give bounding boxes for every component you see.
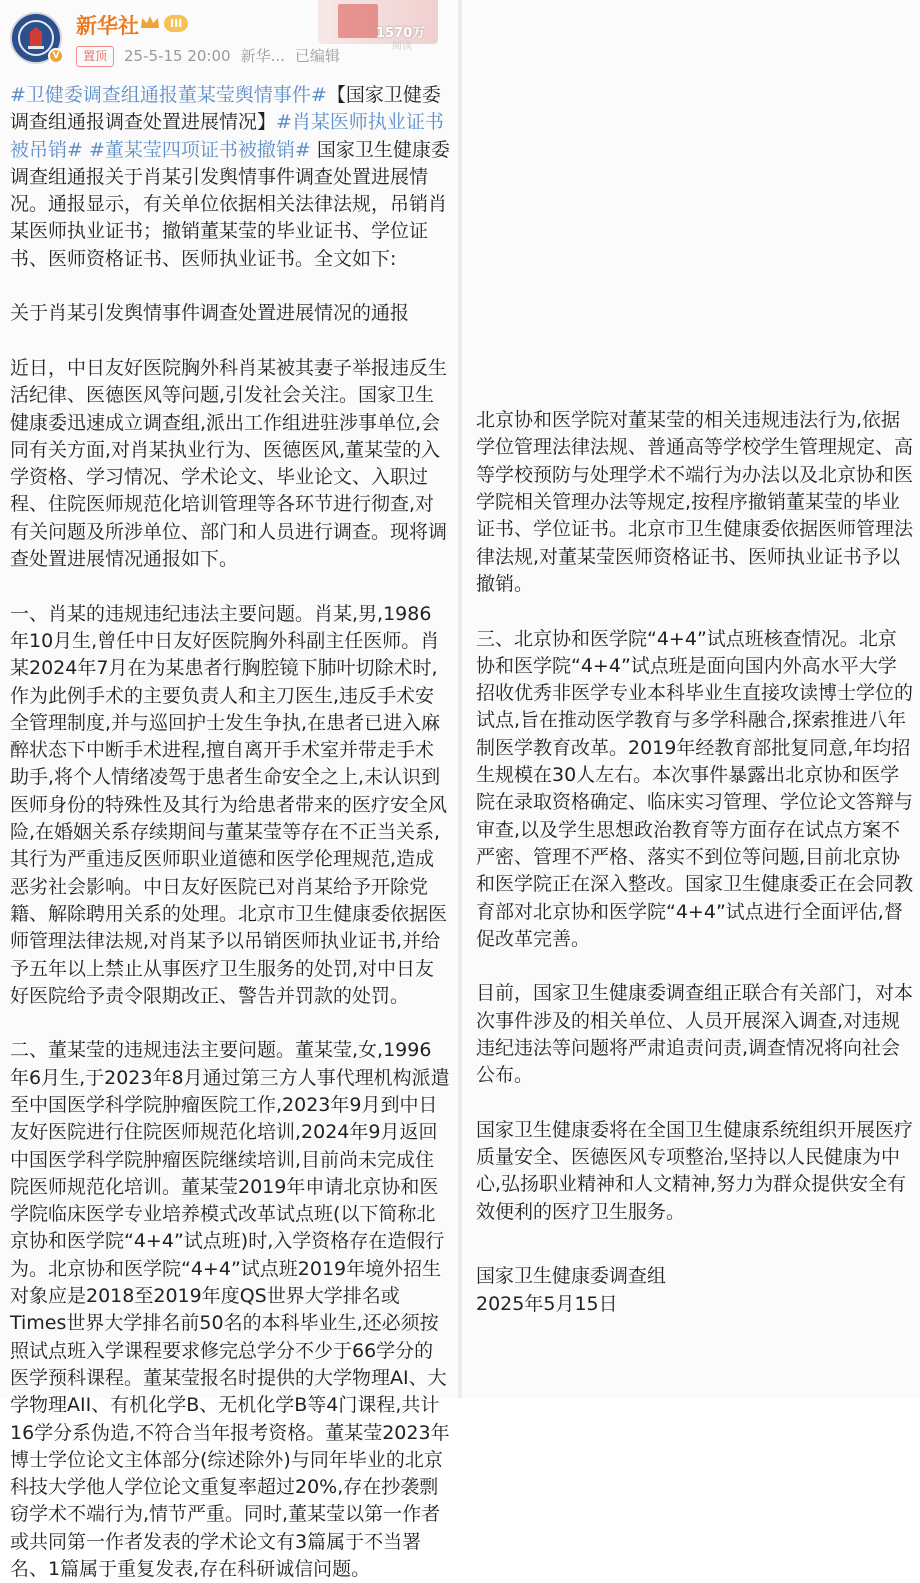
- article-paragraph-7: 国家卫生健康委将在全国卫生健康系统组织开展医疗质量安全、医德医风专项整治,坚持以人民健康为中心,弘扬职业精神和人文精神,努力为群众提供安全有效便利的医疗卫生服务。: [476, 1118, 914, 1223]
- verified-icon: V: [48, 48, 64, 64]
- right-body-text: [476, 25, 914, 1226]
- hashtag-link[interactable]: #卫健委调查组通报董某莹舆情事件#: [10, 84, 327, 106]
- article-paragraph-4: 北京协和医学院对董某莹的相关违规违法行为,依据学位管理法律法规、普通高等学校学生管理规定、高等学校预防与处理学术不端行为办法以及北京协和医学院相关管理办法等规定,按程序撤销董某莹的毕业证书、学位证书。北京市卫生健康委依据医师管理法律法规,对董某莹医师资格证书、医师执业证书予以撤销。: [476, 409, 914, 595]
- intro-summary: 国家卫生健康委调查组通报关于肖某引发舆情事件调查处置进展情况。通报显示，有关单位依据相关法律法规，吊销肖某医师执业证书；撤销董某莹的毕业证书、学位证书、医师资格证书、医师执业证书。全文如下:: [10, 138, 450, 270]
- post-meta: [76, 45, 350, 67]
- article-paragraph-2: 一、肖某的违规违纪违法主要问题。肖某,男,1986年10月生,曾任中日友好医院胸外科副主任医师。肖某2024年7月在为某患者行胸腔镜下肺叶切除术时,作为此例手术的主要负责人和主刀医生,违反手术安全管理制度,并与巡回护士发生争执,在患者已进入麻醉状态下中断手术进程,擅自离开手术室并带走手术助手,将个人情绪凌驾于患者生命安全之上,未认识到医师身份的特殊性及其行为给患者带来的医疗安全风险,在婚姻关系存续期间与董某莹等存在不正当关系,其行为严重违反医师职业道德和医学伦理规范,造成恶劣社会影响。中日友好医院已对肖某给予开除党籍、解除聘用关系的处理。北京市卫生健康委依据医师管理法律法规,对肖某予以吊销医师执业证书,并给予五年以上禁止从事医疗卫生服务的处罚,对中日友好医院给予责令限期改正、警告并罚款的处罚。: [10, 602, 448, 1007]
- views-count: 1570万: [376, 26, 426, 41]
- views-label: 阅读: [392, 41, 412, 52]
- hashtag-link[interactable]: #肖某医师执业证书被吊销#: [10, 111, 444, 161]
- author-name[interactable]: 新华社: [76, 14, 139, 38]
- article-title: 关于肖某引发舆情事件调查处置进展情况的通报: [10, 302, 410, 325]
- crown-icon: [140, 14, 160, 30]
- left-body-text: [10, 82, 450, 1583]
- edited-label: 已编辑: [294, 47, 340, 65]
- pinned-badge: 置顶: [76, 46, 114, 67]
- article-paragraph-1: 近日，中日友好医院胸外科肖某被其妻子举报违反生活纪律、医德医风等问题,引发社会关注。国家卫生健康委迅速成立调查组,派出工作组进驻涉事单位,会同有关方面,对肖某执业行为、医德医风,董某莹的入学资格、学习情况、学术论文、毕业论文、入职过程、住院医师规范化培训管理等各环节进行彻查,对有关问题及所涉单位、部门和人员进行调查。现将调查处置进展情况通报如下。: [10, 356, 448, 571]
- intro-paragraph: [10, 82, 450, 273]
- article-paragraph-6: 目前，国家卫生健康委调查组正联合有关部门，对本次事件涉及的相关单位、人员开展深入调查,对违规违纪违法等问题将严肃追责问责,调查情况将向社会公布。: [476, 982, 914, 1087]
- post-header: [0, 0, 458, 78]
- post-source[interactable]: 新华...: [240, 47, 285, 65]
- signature-org: 国家卫生健康委调查组: [476, 1265, 667, 1287]
- hashtag-link[interactable]: #董某莹四项证书被撤销#: [88, 138, 311, 161]
- post-datetime: 25-5-15 20:00: [124, 47, 231, 65]
- flag-graphic: [338, 4, 378, 38]
- level-badge: III: [164, 15, 188, 32]
- article-paragraph-5: 三、北京协和医学院“4+4”试点班核查情况。北京协和医学院“4+4”试点班是面向国内外高水平大学招收优秀非医学专业本科毕业生直接攻读博士学位的试点,旨在推动医学教育与多学科融合,探索推进八年制医学教育改革。2019年经教育部批复同意,年均招生规模在30人左右。本次事件暴露出北京协和医学院在录取资格确定、临床实习管理、学位论文答辩与审查,以及学生思想政治教育等方面存在试点方案不严密、管理不严格、落实不到位等问题,目前北京协和医学院正在深入整改。国家卫生健康委正在会同教育部对北京协和医学院“4+4”试点进行全面评估,督促改革完善。: [476, 627, 914, 950]
- article-signature: [476, 1263, 906, 1318]
- article-paragraph-3: 二、董某莹的违规违法主要问题。董某莹,女,1996年6月生,于2023年8月通过第三方人事代理机构派遣至中国医学科学院肿瘤医院工作,2023年9月到中日友好医院进行住院医师规范化培训,2024年9月返回中国医学科学院肿瘤医院继续培训,目前尚未完成住院医师规范化培训。董某莹2019年申请北京协和医学院临床医学专业培养模式改革试点班(以下简称北京协和医学院“4+4”试点班)时,入学资格存在造假行为。北京协和医学院“4+4”试点班2019年境外招生对象应是2018至2019年度QS世界大学排名或Times世界大学排名前50名的本科毕业生,还必须按照试点班入学课程要求修完总学分不少于66学分的医学预科课程。董某莹报名时提供的大学物理AI、大学物理AII、有机化学B、无机化学B等4门课程,共计16学分系伪造,不符合当年报考资格。董某莹2023年博士学位论文主体部分(综述除外)与同年毕业的北京科技大学他人学位论文重复率超过20%,存在抄袭剽窃学术不端行为,情节严重。同时,董某莹以第一作者或共同第一作者发表的学术论文有3篇属于不当署名、1篇属于重复发表,存在科研诚信问题。: [10, 1039, 450, 1581]
- signature-date: 2025年5月15日: [476, 1292, 618, 1315]
- intro-headline: 【国家卫健委调查组通报调查处置进展情况】: [10, 84, 441, 134]
